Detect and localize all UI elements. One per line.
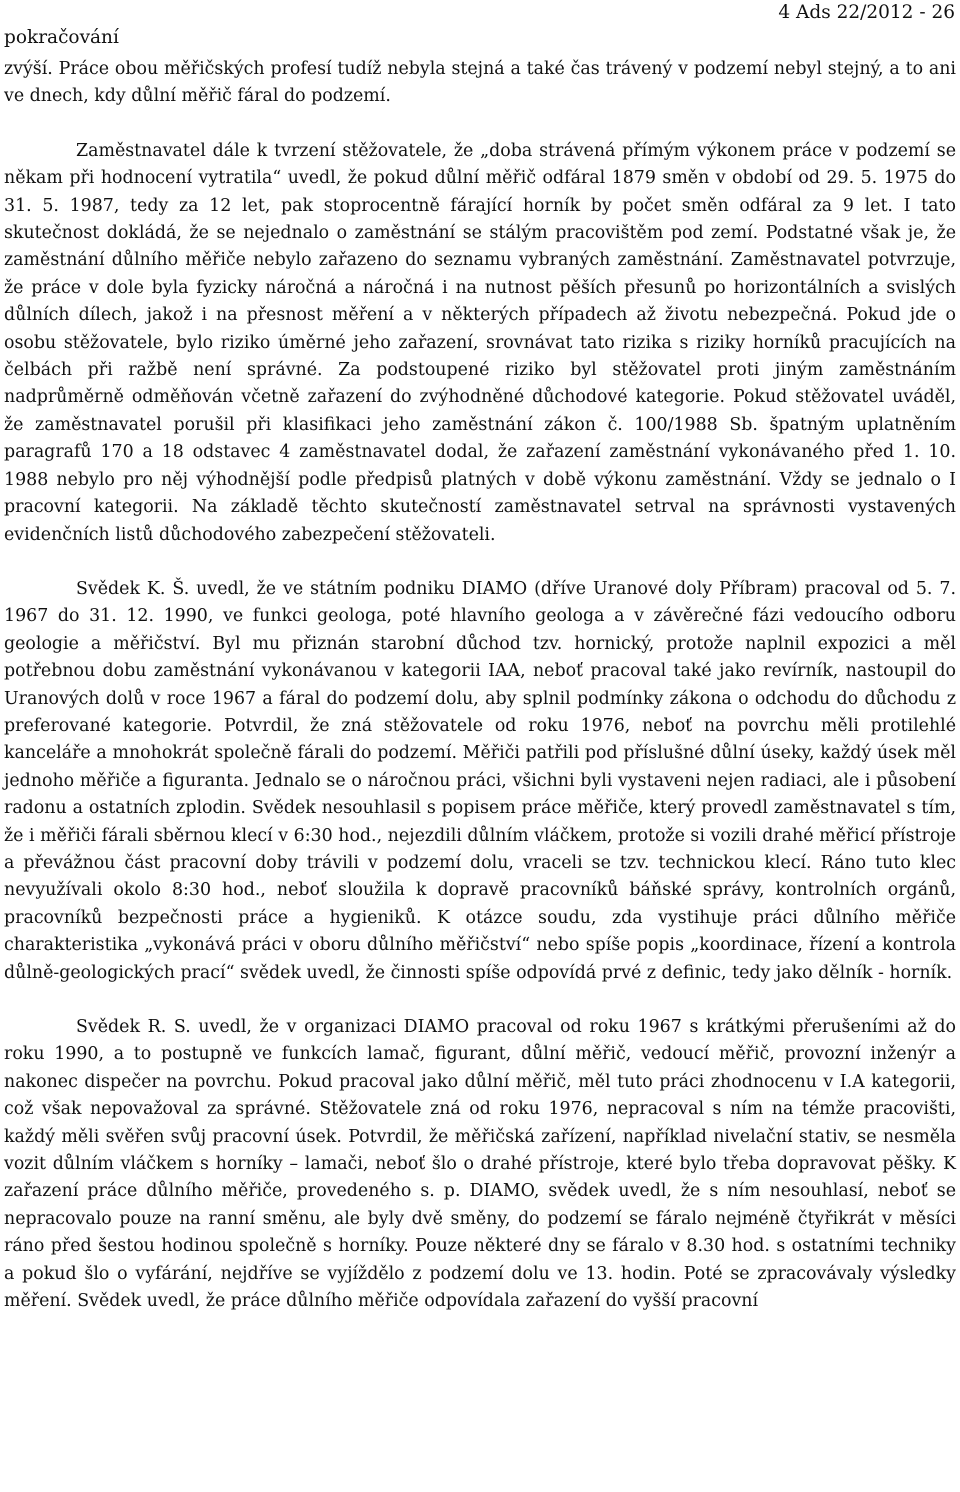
page-header bbox=[4, 0, 956, 56]
paragraph-continuation: zvýší. Práce obou měřičských profesí tudíž nebyla stejná a také čas trávený v podzemí nebyl stejný, a to ani ve dnech, kdy důlní měřič fáral do podzemí. bbox=[4, 59, 956, 107]
paragraph-witness-ks: Svědek K. Š. uvedl, že ve státním podniku DIAMO (dříve Uranové doly Příbram) pracoval od 5. 7. 1967 do 31. 12. 1990, ve funkci geologa, poté hlavního geologa a v závěrečné fázi vedoucího odboru geologie a měřičství. Byl mu přiznán starobní důchod tzv. hornický, protože naplnil expozici a měl potřebnou dobu zaměstnání vykonávanou v kategorii IAA, neboť pracoval také jako revírník, nastoupil do Uranových dolů v roce 1967 a fáral do podzemí dolu, aby splnil podmínky zákona o odchodu do důchodu z preferované kategorie. Potvrdil, že zná stěžovatele od roku 1976, neboť na povrchu měli protilehlé kanceláře a mnohokrát společně fárali do podzemí. Měřiči patřili pod příslušné důlní úseky, každý úsek měl jednoho měřiče a figuranta. Jednalo se o náročnou práci, všichni byli vystaveni nejen radiaci, ale i působení radonu a ostatních zplodin. Svědek nesouhlasil s popisem práce měřiče, který provedl zaměstnavatel s tím, že i měřiči fárali sběrnou klecí v 6:30 hod., nejezdili důlním vláčkem, protože si vozili drahé měřicí přístroje a převážnou část pracovní doby trávili v podzemí dolu, vraceli se tzv. technickou klecí. Ráno tuto klec nevyužívali okolo 8:30 hod., neboť sloužila k dopravě pracovníků báňské správy, kontrolních orgánů, pracovníků bezpečnosti práce a hygieniků. K otázce soudu, zda vystihuje práci důlního měřiče charakteristika „vykonává práci v oboru důlního měřičství“ nebo spíše popis „koordinace, řízení a kontrola důlně-geologických prací“ svědek uvedl, že činnosti spíše odpovídá prvé z definic, tedy jako dělník - horník. bbox=[4, 578, 956, 983]
continuation-label: pokračování bbox=[4, 27, 119, 48]
paragraph-witness-rs: Svědek R. S. uvedl, že v organizaci DIAMO pracoval od roku 1967 s krátkými přerušeními až do roku 1990, a to postupně ve funkcích lamač, figurant, důlní měřič, vedoucí měřič, provozní inženýr a nakonec dispečer na povrchu. Pokud pracoval jako důlní měřič, měl tuto práci zhodnocenu v I.A kategorii, což však nepovažoval za správné. Stěžovatele zná od roku 1976, nepracoval s ním na témže pracovišti, každý měli svěřen svůj pracovní úsek. Potvrdil, že měřičská zařízení, například nivelační stativ, se nesměla vozit důlním vláčkem s horníky – lamači, neboť šlo o drahé přístroje, které bylo třeba dopravovat pěšky. K zařazení práce důlního měřiče, provedeného s. p. DIAMO, svědek uvedl, že s ním nesouhlasí, neboť se nepracovalo pouze na ranní směnu, ale byly dvě směny, do podzemí se fáralo nejméně čtyřikrát v měsíci ráno před šestou hodinou společně s horníky. Pouze některé dny se fáralo v 8.30 hod. s ostatními techniky a pokud šlo o vyfárání, nejdříve se vyjíždělo z podzemí dolu ve 13. hodin. Poté se zpracovávaly výsledky měření. Svědek uvedl, že práce důlního měřiče odpovídala zařazení do vyšší pracovní bbox=[4, 1017, 956, 1312]
paragraph-employer-statement: Zaměstnavatel dále k tvrzení stěžovatele, že „doba strávená přímým výkonem práce v podzemí se někam při hodnocení vytratila“ uvedl, že pokud důlní měřič odfáral 1879 směn v období od 29. 5. 1975 do 31. 5. 1987, tedy za 12 let, pak stoprocentně fárající horník by počet směn odfáral za 9 let. I tato skutečnost dokládá, že se nejednalo o zaměstnání se stálým pracovištěm pod zemí. Podstatné však je, že zaměstnání důlního měřiče nebylo zařazeno do seznamu vybraných zaměstnání. Zaměstnavatel potvrzuje, že práce v dole byla fyzicky náročná a náročná i na nutnost pěších přesunů po horizontálních a svislých důlních dílech, jakož i na přesnost měření a v některých případech až životu nebezpečná. Pokud jde o osobu stěžovatele, bylo riziko úměrné jeho zařazení, srovnávat tato rizika s riziky horníků pracujících na čelbách při ražbě není správné. Za podstoupené riziko byl stěžovatel proti jiným zaměstnáním nadprůměrně odměňován včetně zařazení do zvýhodněné důchodové kategorie. Pokud stěžovatel uváděl, že zaměstnavatel porušil při klasifikaci jeho zaměstnání zákon č. 100/1988 Sb. špatným uplatněním paragrafů 170 a 18 odstavec 4 zaměstnavatel dodal, že zařazení zaměstnání vykonávaného před 1. 10. 1988 nebylo pro něj výhodnější podle předpisů platných v době výkonu zaměstnání. Vždy se jednalo o I pracovní kategorii. Na základě těchto skutečností zaměstnavatel setrval na správnosti vystavených evidenčních listů důchodového zabezpečení stěžovateli. bbox=[4, 140, 956, 545]
case-number: 4 Ads 22/2012 - 26 bbox=[778, 2, 955, 23]
